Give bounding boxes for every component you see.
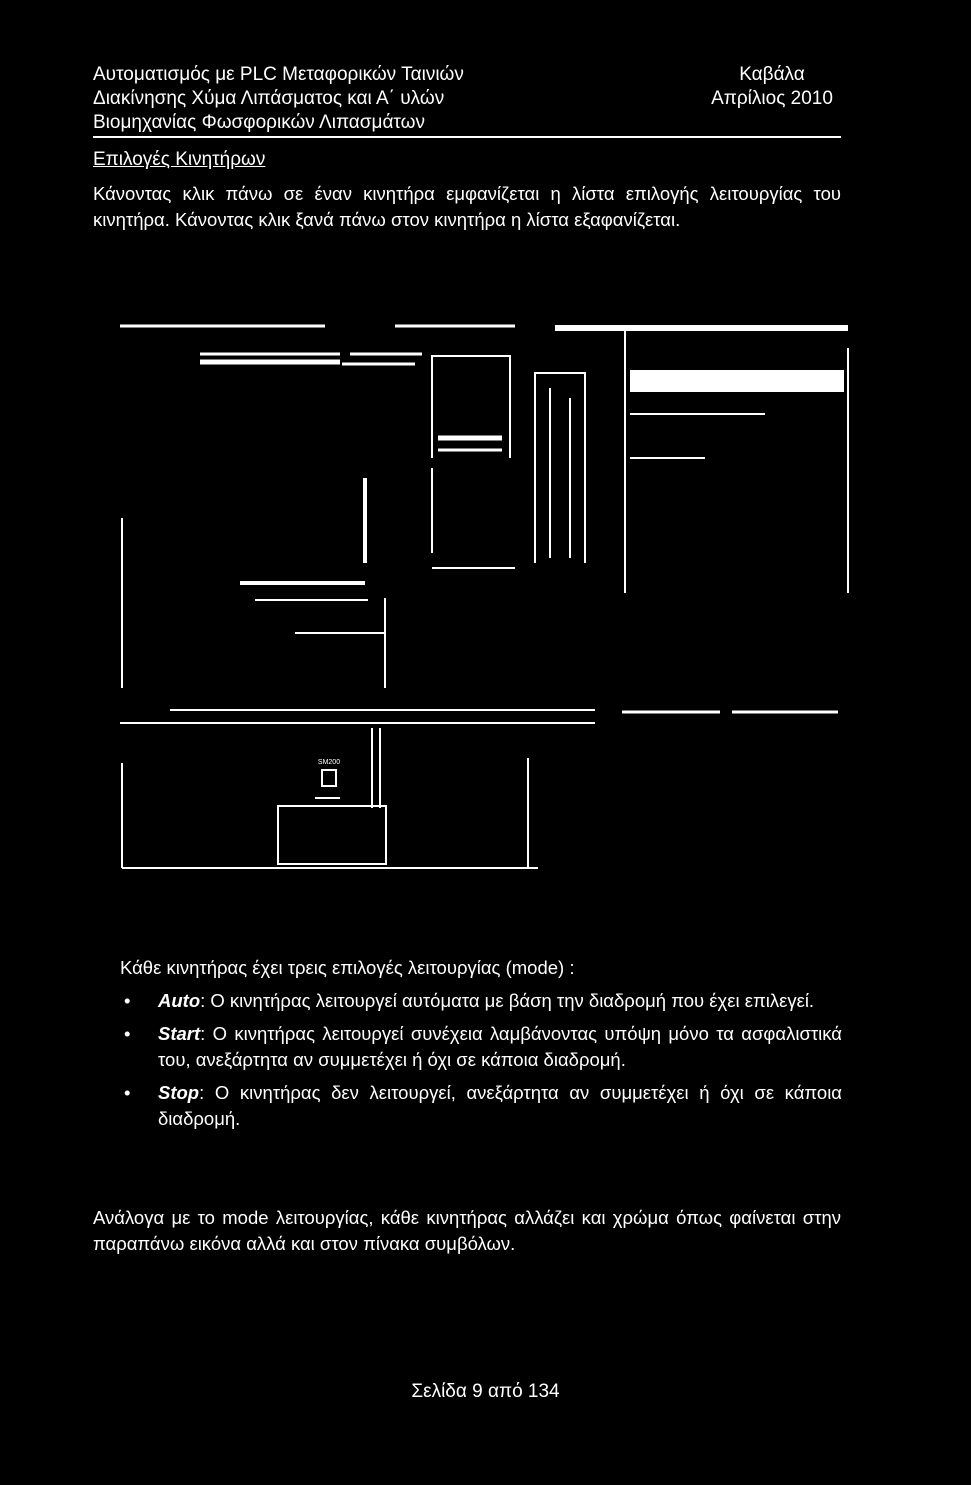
figure-box xyxy=(535,373,585,563)
figure-canvas xyxy=(110,318,850,888)
page-number: Σελίδα 9 από 134 xyxy=(411,1381,560,1402)
figure-box xyxy=(432,356,510,458)
header-line-1: Αυτοματισμός με PLC Μεταφορικών Ταινιών xyxy=(93,64,464,85)
header-date: Απρίλιος 2010 xyxy=(711,88,833,109)
motor-selection-figure xyxy=(110,318,850,888)
modes-list xyxy=(120,988,842,1139)
header-left xyxy=(93,63,464,135)
mode-desc-start: : Ο κινητήρας λειτουργεί συνέχεια λαμβάνοντας υπόψη μόνο τα ασφαλιστικά του, ανεξάρτητα αν συμμετέχει ή όχι σε κάποια διαδρομή. xyxy=(158,1023,842,1070)
motor-icon xyxy=(322,770,336,786)
header-city: Καβάλα xyxy=(739,64,805,85)
section-title: Επιλογές Κινητήρων xyxy=(93,149,266,170)
header-right xyxy=(702,63,842,111)
mode-name-stop: Stop xyxy=(158,1082,200,1103)
mode-dropdown xyxy=(630,370,844,392)
closing-paragraph: Ανάλογα με το mode λειτουργίας, κάθε κινητήρας αλλάζει και χρώμα όπως φαίνεται στην παραπάνω εικόνα αλλά και στον πίνακα συμβόλων. xyxy=(93,1207,841,1254)
motor-label: SM200 xyxy=(317,759,341,766)
modes-intro: Κάθε κινητήρας έχει τρεις επιλογές λειτουργίας (mode) : xyxy=(120,957,575,978)
motor-block xyxy=(278,806,386,864)
list-item xyxy=(120,1021,842,1073)
bullet-icon: • xyxy=(124,1082,131,1103)
header-divider xyxy=(93,136,841,138)
bullet-icon: • xyxy=(124,990,131,1011)
header-line-2: Διακίνησης Χύμα Λιπάσματος και Α΄ υλών xyxy=(93,88,445,109)
mode-name-start: Start xyxy=(158,1023,201,1044)
mode-desc-auto: : Ο κινητήρας λειτουργεί αυτόματα με βάση την διαδρομή που έχει επιλεγεί. xyxy=(200,990,815,1011)
list-item xyxy=(120,988,842,1014)
mode-name-auto: Auto xyxy=(158,990,201,1011)
header-line-3: Βιομηχανίας Φωσφορικών Λιπασμάτων xyxy=(93,112,425,133)
bullet-icon: • xyxy=(124,1023,131,1044)
list-item xyxy=(120,1080,842,1132)
section-intro: Κάνοντας κλικ πάνω σε έναν κινητήρα εμφανίζεται η λίστα επιλογής λειτουργίας του κινητήρα. Κάνοντας κλικ ξανά πάνω στον κινητήρα η λίστα εξαφανίζεται. xyxy=(93,183,841,230)
mode-desc-stop: : Ο κινητήρας δεν λειτουργεί, ανεξάρτητα αν συμμετέχει ή όχι σε κάποια διαδρομή. xyxy=(158,1082,842,1129)
